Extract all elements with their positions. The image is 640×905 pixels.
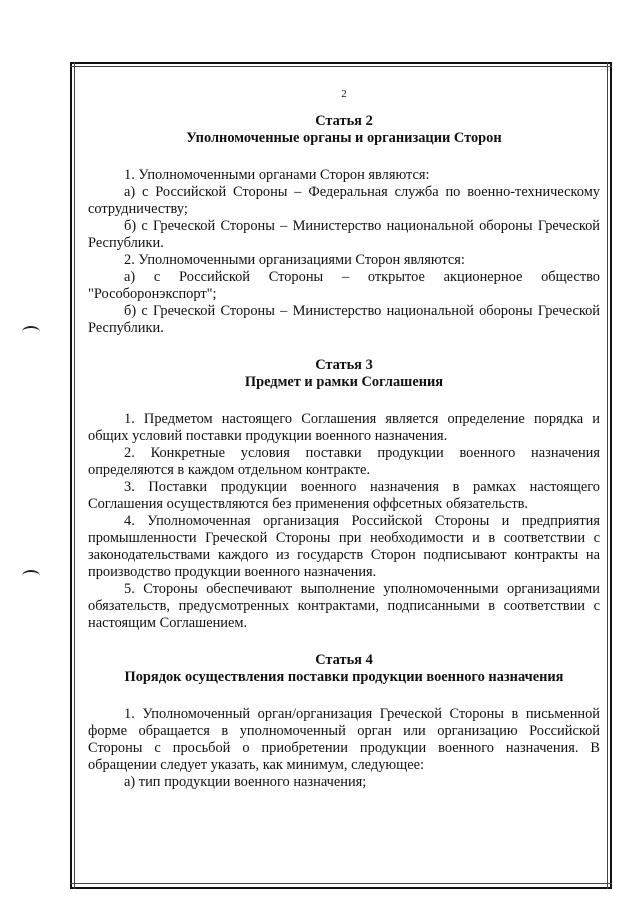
article-2-paragraph: а) с Российской Стороны – Федеральная служба по военно-техническому сотрудничеству;	[88, 184, 600, 217]
article-4-title: Статья 4	[315, 652, 373, 668]
inner-border-right	[607, 62, 608, 889]
document-body	[88, 86, 600, 791]
article-3-paragraph: 4. Уполномоченная организация Российской Стороны и предприятия промышленности Греческой Стороны при необходимости и в соответствии с законодательствами каждого из государств Сторон подписывают контракты на производство продукции военного назначения.	[88, 513, 600, 580]
article-3-paragraph: 5. Стороны обеспечивают выполнение уполномоченными организациями обязательств, предусмотренных контрактами, подписанными в соответствии с настоящим Соглашением.	[88, 581, 600, 631]
article-3-paragraph: 2. Конкретные условия поставки продукции военного назначения определяются в каждом отдельном контракте.	[88, 445, 600, 478]
binding-mark	[22, 570, 40, 582]
article-2-paragraph: б) с Греческой Стороны – Министерство национальной обороны Греческой Республики.	[88, 218, 600, 251]
article-2-paragraph: б) с Греческой Стороны – Министерство национальной обороны Греческой Республики.	[88, 303, 600, 336]
inner-border-left	[74, 62, 75, 889]
article-2-paragraph: 2. Уполномоченными организациями Сторон являются:	[124, 252, 465, 268]
article-2-paragraph: а) с Российской Стороны – открытое акционерное общество "Рособоронэкспорт";	[88, 269, 600, 302]
article-4-paragraph: а) тип продукции военного назначения;	[124, 774, 367, 790]
inner-border-bottom	[70, 883, 612, 884]
article-3-title: Статья 3	[315, 357, 373, 373]
article-4-subtitle: Порядок осуществления поставки продукции военного назначения	[124, 669, 564, 685]
article-3-subtitle: Предмет и рамки Соглашения	[244, 374, 444, 390]
article-2-title: Статья 2	[315, 113, 373, 129]
binding-mark	[22, 326, 40, 338]
article-3-paragraph: 3. Поставки продукции военного назначения в рамках настоящего Соглашения осуществляются без применения оффсетных обязательств.	[88, 479, 600, 512]
page-number: 2	[341, 88, 347, 100]
article-3-paragraph: 1. Предметом настоящего Соглашения является определение порядка и общих условий поставки продукции военного назначения.	[88, 411, 600, 444]
article-2-subtitle: Уполномоченные органы и организации Сторон	[186, 130, 502, 146]
article-2-paragraph: 1. Уполномоченными органами Сторон являются:	[124, 167, 430, 183]
inner-border-top	[70, 66, 612, 67]
article-4-paragraph: 1. Уполномоченный орган/организация Греческой Стороны в письменной форме обращается в уполномоченный орган или организацию Российской Стороны с просьбой о приобретении продукции военного назначения. В обращении следует указать, как минимум, следующее:	[88, 706, 600, 773]
